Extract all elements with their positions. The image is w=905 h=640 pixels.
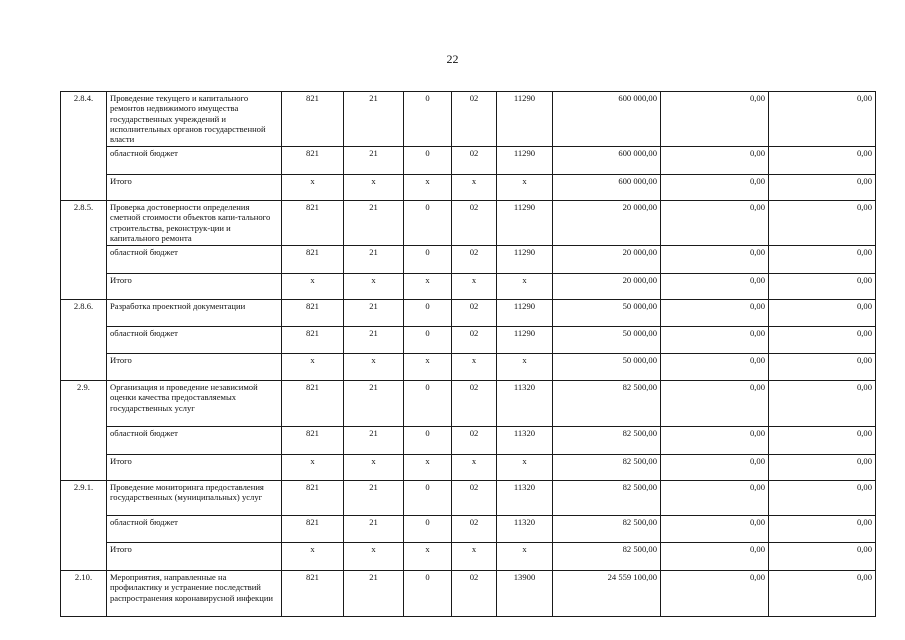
code-ministry: х [282, 543, 344, 571]
amount-year-2: 0,00 [661, 147, 769, 175]
row-description: Мероприятия, направленные на профилактику и устранение последствий распространения коронавирусной инфекции [107, 571, 282, 617]
row-description: Проверка достоверности определения сметной стоимости объектов капи-тального строительства, реконструк-ции и капитального ремонта [107, 201, 282, 246]
row-description: областной бюджет [107, 427, 282, 455]
code-program: 02 [452, 327, 497, 354]
table-row-budget [61, 516, 876, 543]
code-item: х [497, 354, 553, 381]
code-program: х [452, 175, 497, 201]
table-row-budget [61, 147, 876, 175]
code-program: 02 [452, 381, 497, 427]
amount-year-3: 0,00 [769, 300, 876, 327]
code-item: 11290 [497, 92, 553, 147]
code-subsection: х [404, 354, 452, 381]
page-number: 22 [446, 52, 459, 66]
amount-year-1: 82 500,00 [553, 516, 661, 543]
code-ministry: 821 [282, 381, 344, 427]
code-item: 11320 [497, 427, 553, 455]
table-row-total [61, 274, 876, 300]
amount-year-1: 20 000,00 [553, 246, 661, 274]
code-ministry: 821 [282, 516, 344, 543]
code-ministry: х [282, 175, 344, 201]
code-item: 11320 [497, 516, 553, 543]
amount-year-2: 0,00 [661, 246, 769, 274]
table-row-total [61, 543, 876, 571]
amount-year-2: 0,00 [661, 481, 769, 516]
amount-year-3: 0,00 [769, 516, 876, 543]
amount-year-2: 0,00 [661, 327, 769, 354]
amount-year-3: 0,00 [769, 481, 876, 516]
amount-year-2: 0,00 [661, 92, 769, 147]
code-ministry: 821 [282, 246, 344, 274]
code-program: 02 [452, 481, 497, 516]
table-row-main [61, 481, 876, 516]
code-program: 02 [452, 427, 497, 455]
code-program: 02 [452, 516, 497, 543]
code-program: 02 [452, 92, 497, 147]
code-section: 21 [344, 147, 404, 175]
row-description: областной бюджет [107, 327, 282, 354]
code-item: 11290 [497, 147, 553, 175]
code-subsection: 0 [404, 427, 452, 455]
row-description: областной бюджет [107, 516, 282, 543]
amount-year-1: 20 000,00 [553, 274, 661, 300]
amount-year-1: 24 559 100,00 [553, 571, 661, 617]
amount-year-3: 0,00 [769, 455, 876, 481]
item-number: 2.8.5. [61, 201, 107, 300]
code-subsection: 0 [404, 327, 452, 354]
amount-year-3: 0,00 [769, 571, 876, 617]
table-row-budget [61, 246, 876, 274]
code-section: 21 [344, 327, 404, 354]
code-subsection: 0 [404, 147, 452, 175]
code-section: 21 [344, 246, 404, 274]
table-row-budget [61, 427, 876, 455]
amount-year-1: 600 000,00 [553, 175, 661, 201]
code-subsection: 0 [404, 381, 452, 427]
code-section: 21 [344, 516, 404, 543]
item-number: 2.10. [61, 571, 107, 617]
budget-table [60, 91, 876, 617]
code-program: 02 [452, 147, 497, 175]
code-item: х [497, 455, 553, 481]
code-subsection: 0 [404, 201, 452, 246]
amount-year-3: 0,00 [769, 274, 876, 300]
code-item: 11290 [497, 327, 553, 354]
table-row-total [61, 354, 876, 381]
amount-year-2: 0,00 [661, 175, 769, 201]
code-ministry: 821 [282, 300, 344, 327]
amount-year-1: 50 000,00 [553, 327, 661, 354]
amount-year-3: 0,00 [769, 175, 876, 201]
code-subsection: 0 [404, 516, 452, 543]
amount-year-1: 50 000,00 [553, 300, 661, 327]
amount-year-2: 0,00 [661, 300, 769, 327]
amount-year-3: 0,00 [769, 427, 876, 455]
row-description: Итого [107, 354, 282, 381]
code-item: 11320 [497, 481, 553, 516]
row-description: областной бюджет [107, 246, 282, 274]
amount-year-3: 0,00 [769, 381, 876, 427]
item-number: 2.9. [61, 381, 107, 481]
code-ministry: 821 [282, 201, 344, 246]
amount-year-1: 82 500,00 [553, 455, 661, 481]
amount-year-2: 0,00 [661, 354, 769, 381]
row-description: Разработка проектной документации [107, 300, 282, 327]
table-row-main [61, 300, 876, 327]
amount-year-2: 0,00 [661, 455, 769, 481]
amount-year-1: 82 500,00 [553, 543, 661, 571]
row-description: областной бюджет [107, 147, 282, 175]
amount-year-1: 20 000,00 [553, 201, 661, 246]
amount-year-3: 0,00 [769, 92, 876, 147]
code-program: х [452, 543, 497, 571]
code-section: х [344, 543, 404, 571]
code-section: 21 [344, 427, 404, 455]
code-section: 21 [344, 300, 404, 327]
item-number: 2.8.4. [61, 92, 107, 201]
code-subsection: 0 [404, 246, 452, 274]
code-section: 21 [344, 381, 404, 427]
amount-year-3: 0,00 [769, 201, 876, 246]
code-subsection: 0 [404, 300, 452, 327]
amount-year-1: 82 500,00 [553, 381, 661, 427]
code-ministry: 821 [282, 427, 344, 455]
code-program: 02 [452, 571, 497, 617]
code-ministry: 821 [282, 571, 344, 617]
row-description: Итого [107, 543, 282, 571]
code-subsection: 0 [404, 571, 452, 617]
amount-year-2: 0,00 [661, 201, 769, 246]
amount-year-1: 82 500,00 [553, 481, 661, 516]
table-row-total [61, 455, 876, 481]
amount-year-3: 0,00 [769, 147, 876, 175]
amount-year-1: 82 500,00 [553, 427, 661, 455]
code-program: х [452, 354, 497, 381]
row-description: Организация и проведение независимой оценки качества предоставляемых государственных услуг [107, 381, 282, 427]
row-description: Проведение текущего и капитального ремонтов недвижимого имущества государственных учреждений и исполнительных органов государственной власти [107, 92, 282, 147]
amount-year-2: 0,00 [661, 274, 769, 300]
code-section: х [344, 175, 404, 201]
table-row-main [61, 92, 876, 147]
code-program: х [452, 274, 497, 300]
amount-year-2: 0,00 [661, 543, 769, 571]
amount-year-2: 0,00 [661, 571, 769, 617]
code-item: 13900 [497, 571, 553, 617]
amount-year-1: 50 000,00 [553, 354, 661, 381]
code-ministry: 821 [282, 327, 344, 354]
code-item: 11320 [497, 381, 553, 427]
code-item: х [497, 543, 553, 571]
amount-year-3: 0,00 [769, 354, 876, 381]
table-row-main [61, 381, 876, 427]
code-ministry: 821 [282, 92, 344, 147]
code-subsection: 0 [404, 481, 452, 516]
amount-year-3: 0,00 [769, 543, 876, 571]
amount-year-2: 0,00 [661, 516, 769, 543]
code-ministry: 821 [282, 481, 344, 516]
code-section: 21 [344, 201, 404, 246]
code-section: х [344, 274, 404, 300]
row-description: Проведение мониторинга предоставления государственных (муниципальных) услуг [107, 481, 282, 516]
code-program: 02 [452, 246, 497, 274]
code-ministry: 821 [282, 147, 344, 175]
code-item: х [497, 274, 553, 300]
code-section: 21 [344, 481, 404, 516]
code-program: 02 [452, 300, 497, 327]
item-number: 2.8.6. [61, 300, 107, 381]
amount-year-1: 600 000,00 [553, 147, 661, 175]
code-section: х [344, 354, 404, 381]
code-item: 11290 [497, 300, 553, 327]
code-ministry: х [282, 354, 344, 381]
amount-year-2: 0,00 [661, 427, 769, 455]
code-subsection: 0 [404, 92, 452, 147]
row-description: Итого [107, 175, 282, 201]
code-subsection: х [404, 175, 452, 201]
row-description: Итого [107, 274, 282, 300]
code-program: х [452, 455, 497, 481]
table-row-main [61, 571, 876, 617]
table-row-budget [61, 327, 876, 354]
amount-year-3: 0,00 [769, 327, 876, 354]
row-description: Итого [107, 455, 282, 481]
code-section: 21 [344, 92, 404, 147]
code-item: х [497, 175, 553, 201]
amount-year-3: 0,00 [769, 246, 876, 274]
code-subsection: х [404, 543, 452, 571]
table-row-total [61, 175, 876, 201]
code-subsection: х [404, 455, 452, 481]
code-ministry: х [282, 455, 344, 481]
code-item: 11290 [497, 201, 553, 246]
code-program: 02 [452, 201, 497, 246]
item-number: 2.9.1. [61, 481, 107, 571]
code-section: 21 [344, 571, 404, 617]
amount-year-1: 600 000,00 [553, 92, 661, 147]
code-item: 11290 [497, 246, 553, 274]
code-section: х [344, 455, 404, 481]
code-ministry: х [282, 274, 344, 300]
table-row-main [61, 201, 876, 246]
code-subsection: х [404, 274, 452, 300]
amount-year-2: 0,00 [661, 381, 769, 427]
